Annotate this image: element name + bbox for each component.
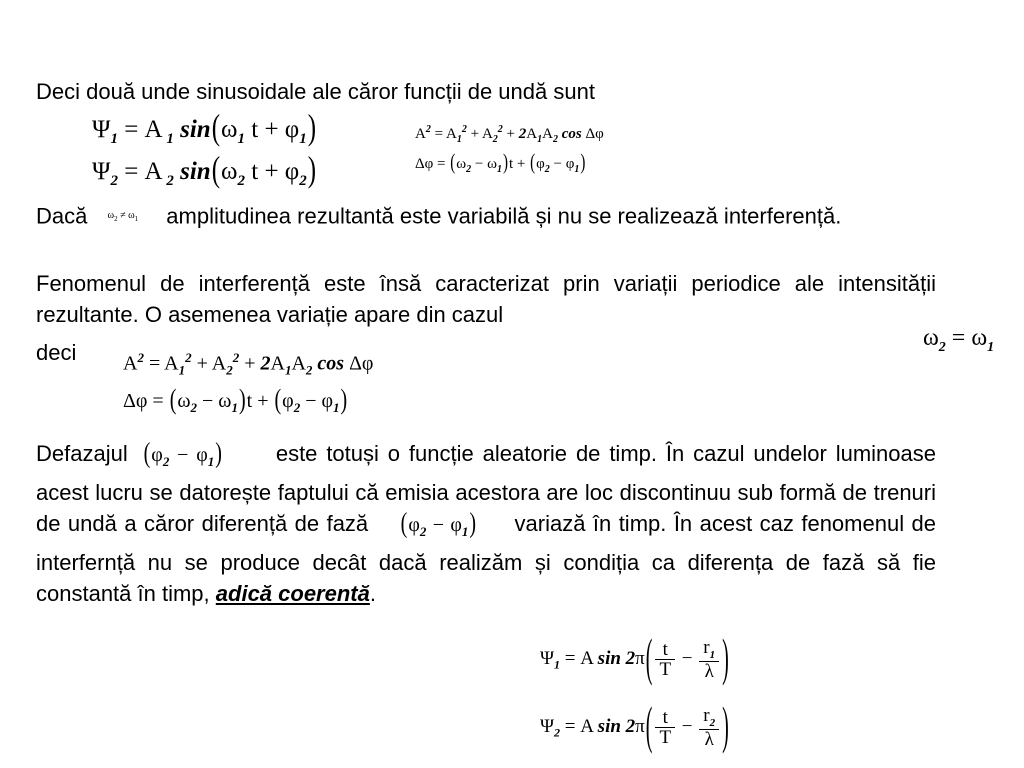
- omega-neq-inline: $\omega_2 \ne \omega_1$: [107, 210, 139, 223]
- variaza-text: variază în timp. În acest caz fenomenul de interfernță nu se produce decât dacă realizăm și condiția ca diferența de fază să fie constantă în timp,: [36, 511, 937, 606]
- wave1-formula: $\Psi_1 = A$ sin 2π( $\frac{t}{T}$ − $\frac{r_1}{\lambda}$ ): [540, 630, 729, 689]
- coherent-emphasis: adică coerentă: [215, 581, 370, 606]
- psi2-formula: $\Psi_2 = A$ $_2$ $\sin(\omega_2$ $t + \varphi_2$): [92, 150, 317, 190]
- wave2-formula: $\Psi_2 = A$ sin 2π( $\frac{t}{T}$ − $\frac{r_2}{\lambda}$ ): [540, 698, 729, 757]
- deci-text: deci: [36, 340, 77, 365]
- intro-text: Deci două unde sinusoidale ale căror funcții de undă sunt: [36, 79, 595, 104]
- delta-phi-formula: $\Delta\varphi = (\omega_2 - \omega_1)t + (\varphi_2 - \varphi_1)$: [123, 383, 348, 416]
- phase-difference-formula-2: $(\varphi_2 - \varphi_1)$: [400, 507, 477, 540]
- delta-phi-formula-small: $\Delta\varphi = (\omega_2 - \omega_1)t + (\varphi_2 - \varphi_1)$: [415, 151, 586, 175]
- amplitude-formula-small: $A^2 = A_1^2 + A_2^2 + 2A_1A_2$ cos Δφ: [415, 124, 604, 145]
- period: .: [369, 581, 376, 606]
- defazajul-prefix: Defazajul: [36, 441, 128, 466]
- daca-prefix: Dacă: [36, 203, 88, 229]
- daca-suffix: amplitudinea rezultantă este variabilă și nu se realizează interferență.: [166, 203, 842, 229]
- fenomen-paragraph: Fenomenul de interferență este însă caracterizat prin variații periodice ale intensității rezultante. O asemenea variație apare din cazul: [36, 271, 936, 327]
- defazajul-suffix: este totuși o funcție aleatorie de timp. În cazul undelor luminoase acest lucru se datorește faptului că emisia acestora are loc discontinuu sub formă de trenuri de undă a căror diferență de fază: [36, 441, 936, 536]
- defazajul-paragraph: [36, 438, 936, 609]
- amplitude-formula: $A^2 = A_1^2 + A_2^2 + 2A_1A_2$ cos Δφ: [123, 350, 374, 378]
- phase-difference-formula-1: $(\varphi_2 - \varphi_1)$: [143, 437, 222, 470]
- omega-equal-formula: $\omega_2 = \omega_1$: [923, 325, 995, 355]
- daca-paragraph: [36, 200, 936, 235]
- psi1-formula: $\Psi_1 = A$ $_1$ $\sin(\omega_1$ $t + \varphi_1$): [92, 108, 317, 148]
